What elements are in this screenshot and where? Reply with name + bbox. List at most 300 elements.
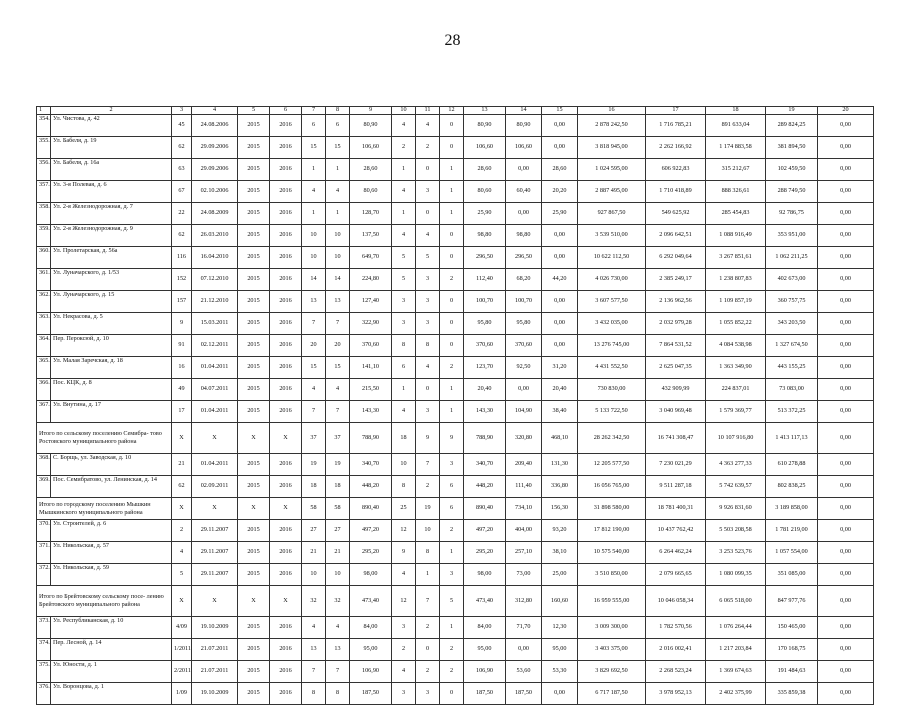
table-cell: 4 026 730,00 [578,269,646,291]
table-cell: 0 [440,247,464,269]
table-cell: 289 824,25 [766,115,818,137]
table-cell: 2 [440,269,464,291]
table-cell: 27 [302,520,326,542]
table-cell: 730 830,00 [578,379,646,401]
table-cell: 137,50 [350,225,392,247]
table-cell: 71,70 [506,617,542,639]
table-cell: 0,00 [542,683,578,705]
table-cell: 73,00 [506,564,542,586]
table-cell: 3 [440,454,464,476]
table-cell: 2 096 642,51 [646,225,706,247]
table-cell: 131,30 [542,454,578,476]
table-cell: 2016 [270,247,302,269]
table-cell: 9 [392,542,416,564]
table-cell: 0,00 [818,269,874,291]
table-cell: 354. [37,115,51,137]
table-cell: 4 [172,542,192,564]
column-number-row [37,107,874,115]
table-cell: 29.11.2007 [192,564,238,586]
table-cell: 1 [392,159,416,181]
table-cell: 21.07.2011 [192,639,238,661]
table-cell: 1 [326,159,350,181]
table-cell: 44,20 [542,269,578,291]
total-row [37,586,874,617]
table-cell: 802 838,25 [766,476,818,498]
table-cell: 0,00 [542,291,578,313]
total-label: Итого по сельскому поселению Семибра- товo Ростовского муниципального района [37,423,172,454]
table-cell: 0,00 [818,335,874,357]
table-cell: 14 [302,269,326,291]
table-cell: 80,90 [506,115,542,137]
table-cell: 141,10 [350,357,392,379]
table-cell: 0,00 [506,639,542,661]
table-cell: 215,50 [350,379,392,401]
table-cell: 0,00 [542,115,578,137]
table-cell: 5 742 639,57 [706,476,766,498]
table-cell: 21 [172,454,192,476]
table-cell: 2015 [238,181,270,203]
table-cell: 320,80 [506,423,542,454]
table-cell: 8 [416,335,440,357]
table-cell: 1 238 807,83 [706,269,766,291]
table-cell: 4 [392,564,416,586]
table-cell: 0,00 [542,247,578,269]
table-cell: 2015 [238,476,270,498]
table-cell: Ул. Республиканская, д. 10 [51,617,172,639]
table-cell: 25,90 [464,203,506,225]
table-cell: 549 625,92 [646,203,706,225]
table-cell: 3 253 523,76 [706,542,766,564]
table-cell: 191 484,63 [766,661,818,683]
table-cell: 343 203,50 [766,313,818,335]
table-cell: 1 363 349,90 [706,357,766,379]
column-number: 3 [172,107,192,115]
table-cell: 315 212,67 [706,159,766,181]
table-cell: 3 [392,617,416,639]
table-cell: 353 951,00 [766,225,818,247]
table-cell: 1 076 264,44 [706,617,766,639]
table-cell: 2015 [238,225,270,247]
table-cell: 4 [302,617,326,639]
table-cell: 376. [37,683,51,705]
table-cell: 19.10.2009 [192,683,238,705]
table-cell: 610 278,88 [766,454,818,476]
table-cell: 16.04.2010 [192,247,238,269]
table-cell: 2015 [238,291,270,313]
table-cell: 3 978 952,13 [646,683,706,705]
table-cell: 1 062 211,25 [766,247,818,269]
table-cell: 10 [416,520,440,542]
table-cell: 4 [326,379,350,401]
column-number: 19 [766,107,818,115]
column-number: 12 [440,107,464,115]
table-cell: 0,00 [818,291,874,313]
table-cell: 187,50 [350,683,392,705]
table-cell: 98,00 [350,564,392,586]
table-cell: 28,60 [464,159,506,181]
table-cell: 13 [302,639,326,661]
table-cell: 473,40 [350,586,392,617]
column-number: 20 [818,107,874,115]
table-cell: 365. [37,357,51,379]
table-cell: 123,70 [464,357,506,379]
table-cell: 606 922,83 [646,159,706,181]
table-cell: 3 [392,291,416,313]
table-cell: 15 [326,357,350,379]
table-cell: Х [238,423,270,454]
table-cell: 95,00 [464,639,506,661]
table-cell: 0,00 [818,159,874,181]
table-cell: 2 [440,661,464,683]
table-cell: 0,00 [542,225,578,247]
table-cell: 3 539 510,00 [578,225,646,247]
table-cell: 8 [302,683,326,705]
table-cell: 10 [302,247,326,269]
table-cell: 3 510 850,00 [578,564,646,586]
table-cell: 361. [37,269,51,291]
table-cell: 2016 [270,181,302,203]
table-cell: 1 781 219,00 [766,520,818,542]
table-cell: 2016 [270,379,302,401]
table-cell: 2016 [270,115,302,137]
column-number: 7 [302,107,326,115]
table-cell: Х [192,498,238,520]
page-number: 28 [444,32,461,49]
table-cell: Ул. Пролетарская, д. 56а [51,247,172,269]
table-cell: 106,60 [350,137,392,159]
table-cell: 1/2011 [172,639,192,661]
table-cell: 513 372,25 [766,401,818,423]
table-cell: 4 363 277,33 [706,454,766,476]
table-cell: 2015 [238,357,270,379]
table-cell: 468,10 [542,423,578,454]
total-label: Итого по Брейтовскому сельскому посе- лению Брейтовского муниципального района [37,586,172,617]
table-cell: 2 [172,520,192,542]
table-cell: 1 [392,379,416,401]
table-cell: 3 432 035,00 [578,313,646,335]
table-cell: 295,20 [350,542,392,564]
table-cell: 10 [326,247,350,269]
table-cell: Х [172,498,192,520]
table-cell: 106,90 [350,661,392,683]
table-row [37,203,874,225]
table-cell: 0,00 [818,357,874,379]
table-cell: 29.11.2007 [192,542,238,564]
column-number: 13 [464,107,506,115]
table-cell: 372. [37,564,51,586]
table-cell: 1 716 785,21 [646,115,706,137]
table-cell: 1 055 852,22 [706,313,766,335]
table-cell: 370,60 [464,335,506,357]
table-cell: 2/2011 [172,661,192,683]
table-cell: 1 [440,542,464,564]
table-cell: 4 [416,225,440,247]
table-cell: 0,00 [542,137,578,159]
table-cell: 6 292 049,64 [646,247,706,269]
table-cell: 160,60 [542,586,578,617]
table-cell: 4 [392,225,416,247]
table-cell: Х [172,586,192,617]
table-cell: 7 [302,661,326,683]
table-cell: 3 [416,269,440,291]
table-cell: 3 189 858,00 [766,498,818,520]
table-cell: 1 217 203,84 [706,639,766,661]
table-cell: 21 [326,542,350,564]
table-cell: 448,20 [464,476,506,498]
column-number: 8 [326,107,350,115]
table-cell: 92 786,75 [766,203,818,225]
table-cell: 2016 [270,137,302,159]
table-cell: 1 [392,203,416,225]
table-cell: 67 [172,181,192,203]
table-cell: 62 [172,476,192,498]
table-cell: Ул. 3-я Полевая, д. 6 [51,181,172,203]
table-cell: 3 [416,401,440,423]
table-cell: 2015 [238,454,270,476]
table-cell: 10 622 112,50 [578,247,646,269]
table-cell: 24.08.2006 [192,115,238,137]
table-cell: 6 [302,115,326,137]
table-cell: Ул. 2-я Железнодорожная, д. 9 [51,225,172,247]
column-number: 18 [706,107,766,115]
table-row [37,269,874,291]
table-cell: 17 812 190,00 [578,520,646,542]
table-cell: 13 [326,291,350,313]
table-cell: 4 [416,115,440,137]
table-cell: 04.07.2011 [192,379,238,401]
table-cell: 2015 [238,661,270,683]
table-row [37,335,874,357]
table-cell: 0,00 [818,181,874,203]
table-cell: 0,00 [818,520,874,542]
table-cell: 84,00 [350,617,392,639]
table-cell: 7 [326,313,350,335]
table-cell: Ул. Никольская, д. 59 [51,564,172,586]
table-cell: 37 [326,423,350,454]
table-cell: Ул. Луначарского, д. 15 [51,291,172,313]
table-row [37,291,874,313]
table-cell: 21.12.2010 [192,291,238,313]
table-cell: 2016 [270,159,302,181]
table-cell: 1 [302,203,326,225]
table-cell: 95,80 [506,313,542,335]
table-cell: 53,60 [506,661,542,683]
table-cell: 104,90 [506,401,542,423]
table-cell: 2016 [270,542,302,564]
table-cell: 0 [440,137,464,159]
table-cell: 116 [172,247,192,269]
table-cell: 2015 [238,564,270,586]
table-cell: 12 [392,586,416,617]
table-cell: 3 [392,313,416,335]
table-cell: 5 [392,247,416,269]
column-number: 10 [392,107,416,115]
table-cell: 0,00 [506,379,542,401]
table-cell: 111,40 [506,476,542,498]
table-cell: 18 [326,476,350,498]
table-row [37,181,874,203]
table-cell: 102 459,50 [766,159,818,181]
table-cell: Х [270,498,302,520]
table-cell: 0,00 [818,137,874,159]
column-number: 5 [238,107,270,115]
table-cell: 6 [326,115,350,137]
table-cell: 847 977,76 [766,586,818,617]
table-cell: 1 [440,203,464,225]
table-cell: 02.09.2011 [192,476,238,498]
table-cell: 7 [302,313,326,335]
table-cell: 18 [302,476,326,498]
table-cell: 15 [302,137,326,159]
table-cell: 19 [302,454,326,476]
table-cell: 381 894,50 [766,137,818,159]
table-cell: 1 [440,379,464,401]
table-cell: 209,40 [506,454,542,476]
table-cell: 0 [440,115,464,137]
table-cell: 80,90 [464,115,506,137]
table-cell: 2015 [238,159,270,181]
table-cell: 7 [416,586,440,617]
table-cell: 2 878 242,50 [578,115,646,137]
table-cell: 13 [302,291,326,313]
table-cell: 0,00 [506,203,542,225]
table-cell: Ул. Никольская, д. 57 [51,542,172,564]
table-cell: 2016 [270,639,302,661]
table-cell: 13 [326,639,350,661]
table-cell: Х [192,423,238,454]
table-cell: 370. [37,520,51,542]
table-cell: 3 403 375,00 [578,639,646,661]
table-cell: 788,90 [464,423,506,454]
table-cell: 890,40 [464,498,506,520]
table-cell: 2 [392,639,416,661]
table-cell: Ул. Внутина, д. 17 [51,401,172,423]
table-cell: 402 673,00 [766,269,818,291]
table-cell: 2 032 979,28 [646,313,706,335]
table-cell: 32 [326,586,350,617]
table-cell: 12 [392,520,416,542]
table-cell: 0 [416,639,440,661]
table-cell: 17 [172,401,192,423]
table-cell: 3 [416,683,440,705]
table-cell: 360 757,75 [766,291,818,313]
table-cell: 335 859,38 [766,683,818,705]
table-cell: 2016 [270,454,302,476]
table-cell: 01.04.2011 [192,454,238,476]
column-number: 17 [646,107,706,115]
table-cell: 7 864 531,52 [646,335,706,357]
table-cell: 14 [326,269,350,291]
table-cell: 2 402 375,99 [706,683,766,705]
table-cell: 2 136 962,56 [646,291,706,313]
table-cell: 2015 [238,335,270,357]
table-cell: 2016 [270,291,302,313]
table-cell: 2 [416,137,440,159]
table-cell: 1 057 554,00 [766,542,818,564]
column-number: 1 [37,107,51,115]
table-cell: 6 264 462,24 [646,542,706,564]
table-row [37,115,874,137]
table-cell: 0,00 [818,115,874,137]
table-cell: 38,10 [542,542,578,564]
column-number: 16 [578,107,646,115]
table-cell: 443 155,25 [766,357,818,379]
table-cell: 15.03.2011 [192,313,238,335]
table-cell: 157 [172,291,192,313]
table-cell: 404,00 [506,520,542,542]
table-cell: 1 088 916,49 [706,225,766,247]
table-cell: 2016 [270,476,302,498]
table-cell: 01.04.2011 [192,401,238,423]
table-cell: 2015 [238,313,270,335]
table-cell: 2015 [238,203,270,225]
table-cell: 25 [392,498,416,520]
table-cell: 10 107 916,80 [706,423,766,454]
table-cell: 84,00 [464,617,506,639]
table-cell: 2016 [270,401,302,423]
table-cell: 7 [326,401,350,423]
table-cell: 0,00 [818,564,874,586]
table-cell: 370,60 [350,335,392,357]
table-cell: 2016 [270,683,302,705]
table-cell: 2 268 523,24 [646,661,706,683]
table-cell: 371. [37,542,51,564]
table-cell: 16 056 765,00 [578,476,646,498]
table-cell: 734,10 [506,498,542,520]
table-cell: 5 133 722,50 [578,401,646,423]
table-cell: Ул. Юности, д. 1 [51,661,172,683]
table-cell: 3 040 969,48 [646,401,706,423]
table-cell: 1/09 [172,683,192,705]
column-number: 15 [542,107,578,115]
table-row [37,476,874,498]
table-cell: 288 749,50 [766,181,818,203]
table-cell: 0,00 [818,661,874,683]
table-cell: 473,40 [464,586,506,617]
table-cell: 2015 [238,542,270,564]
table-cell: 10 [302,564,326,586]
table-cell: 5 [416,247,440,269]
table-cell: 649,70 [350,247,392,269]
table-cell: 19 [326,454,350,476]
table-cell: 8 [392,476,416,498]
table-cell: 170 168,75 [766,639,818,661]
table-row [37,520,874,542]
table-cell: 0,00 [818,225,874,247]
table-cell: 927 867,50 [578,203,646,225]
table-cell: 10 [392,454,416,476]
table-row [37,137,874,159]
table-cell: 0,00 [818,498,874,520]
column-number: 9 [350,107,392,115]
table-cell: Ул. Малая Заречская, д. 18 [51,357,172,379]
table-cell: 127,40 [350,291,392,313]
table-cell: Ул. Воронцова, д. 1 [51,683,172,705]
table-cell: 2015 [238,379,270,401]
table-row [37,379,874,401]
table-cell: 888 326,61 [706,181,766,203]
table-cell: 20,40 [542,379,578,401]
table-cell: 788,90 [350,423,392,454]
table-cell: С. Борщь, ул. Заводская, д. 10 [51,454,172,476]
table-cell: 73 083,00 [766,379,818,401]
table-cell: 351 085,00 [766,564,818,586]
table-cell: 0,00 [818,401,874,423]
table-cell: 0,00 [818,617,874,639]
table-cell: 0,00 [542,313,578,335]
table-cell: 63 [172,159,192,181]
table-cell: 187,50 [506,683,542,705]
